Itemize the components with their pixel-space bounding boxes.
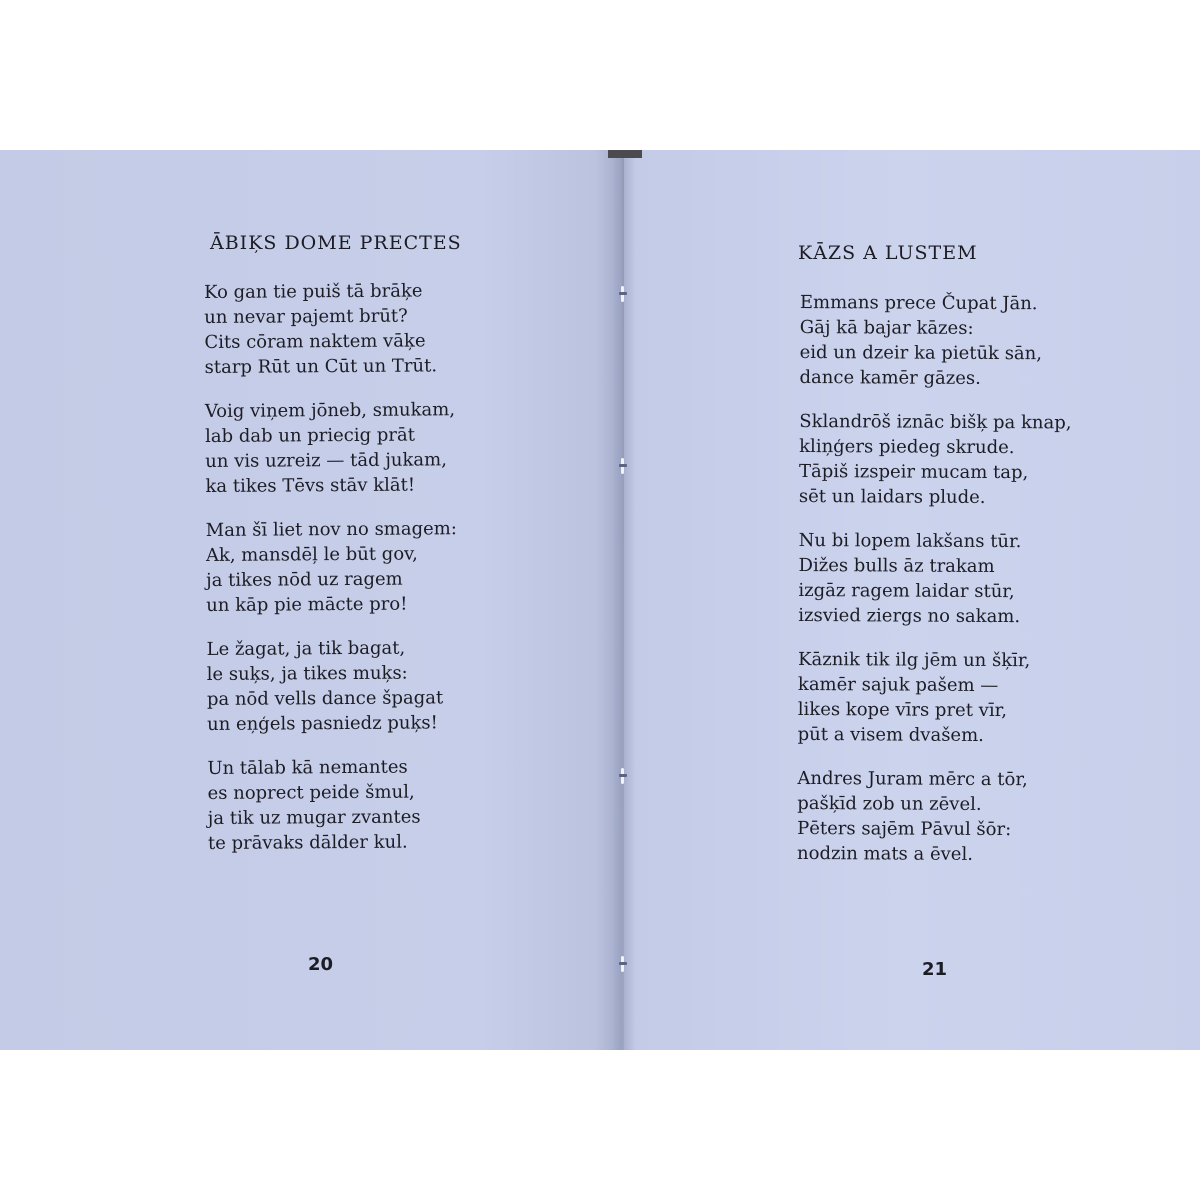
page-number: 20 [308, 954, 334, 975]
poem-title: ĀBIĶS DOME PRECTES [210, 232, 462, 254]
verse-line: un kāp pie mācte pro! [206, 593, 408, 616]
verse-line: eid un dzeir ka pietūk sān, [799, 341, 1043, 365]
stanza [799, 409, 1072, 510]
verse-line: Cits cōram naktem vāķe [204, 330, 426, 353]
open-booklet [0, 150, 1200, 1050]
verse-line: Ak, mansdēļ le būt gov, [205, 543, 418, 566]
verse-line: kamēr sajuk pašem — [797, 673, 999, 697]
page-number: 21 [922, 959, 948, 980]
stanza [206, 516, 458, 618]
right-page [626, 150, 1200, 1050]
verse-line: te prāvaks dālder kul. [207, 831, 408, 854]
verse-line: izsvied ziergs no sakam. [798, 604, 1021, 628]
verse-line: dance kamēr gāzes. [799, 366, 981, 389]
verse-line: pa nōd vells dance špagat [206, 687, 444, 710]
verse-line: likes kope vīrs pret vīr, [797, 698, 1008, 722]
verse-line: Nu bi lopem lakšans tūr. [798, 529, 1022, 553]
poem-title: KĀZS A LUSTEM [798, 242, 978, 264]
verse-line: Pēters sajēm Pāvul šōr: [797, 817, 1012, 841]
verse-line: Andres Juram mērc a tōr, [797, 767, 1028, 791]
verse-line: pašķīd zob un zēvel. [797, 792, 982, 815]
stanza [798, 528, 1071, 629]
verse-line: Gāj kā bajar kāzes: [799, 316, 974, 339]
stanza [799, 290, 1072, 391]
verse-line: Sklandrōš iznāc bišķ pa knap, [799, 410, 1072, 434]
verse-line: ka tikes Tēvs stāv klāt! [205, 474, 416, 497]
verse-line: Ko gan tie puiš tā brāķe [204, 280, 423, 303]
stanza [205, 397, 457, 499]
verse-line: Kāznik tik ilg jēm un šķīr, [798, 648, 1031, 672]
stanza [204, 278, 456, 380]
verse-line: le suķs, ja tikes muķs: [206, 662, 408, 685]
verse-line: kliņģers piedeg skrude. [799, 435, 1015, 459]
verse-line: nodzin mats a ēvel. [796, 842, 974, 865]
stanza [207, 754, 459, 856]
verse-line: Emmans prece Čupat Jān. [799, 291, 1038, 315]
verse-line: Le žagat, ja tik bagat, [206, 637, 406, 660]
verse-line: ja tik uz mugar zvantes [207, 806, 421, 829]
left-page [0, 150, 610, 1050]
verse-line: lab dab un priecig prāt [205, 424, 416, 447]
poem-body [204, 278, 459, 875]
verse-line: Un tālab kā nemantes [207, 756, 408, 779]
verse-line: Tāpiš izspeir mucam tap, [798, 460, 1029, 484]
verse-line: un vis uzreiz — tād jukam, [205, 449, 447, 472]
verse-line: Voig viņem jōneb, smukam, [204, 399, 456, 422]
verse-line: izgāz ragem laidar stūr, [798, 579, 1015, 603]
book-gutter [622, 150, 624, 1050]
verse-line: es noprect peide šmul, [207, 781, 415, 804]
verse-line: ja tikes nōd uz ragem [206, 568, 403, 591]
stanza [797, 766, 1070, 867]
verse-line: pūt a visem dvašem. [797, 723, 984, 746]
spine-gap [608, 150, 642, 158]
stanza [798, 647, 1071, 748]
verse-line: starp Rūt un Cūt un Trūt. [204, 355, 438, 378]
stanza [206, 635, 458, 737]
verse-line: Dižes bulls āz trakam [798, 554, 995, 578]
verse-line: Man šī liet nov no smagem: [205, 518, 457, 541]
verse-line: un eņģels pasniedz puķs! [207, 712, 438, 735]
verse-line: sēt un laidars plude. [798, 485, 986, 508]
verse-line: un nevar pajemt brūt? [204, 305, 408, 328]
poem-body [797, 290, 1072, 886]
